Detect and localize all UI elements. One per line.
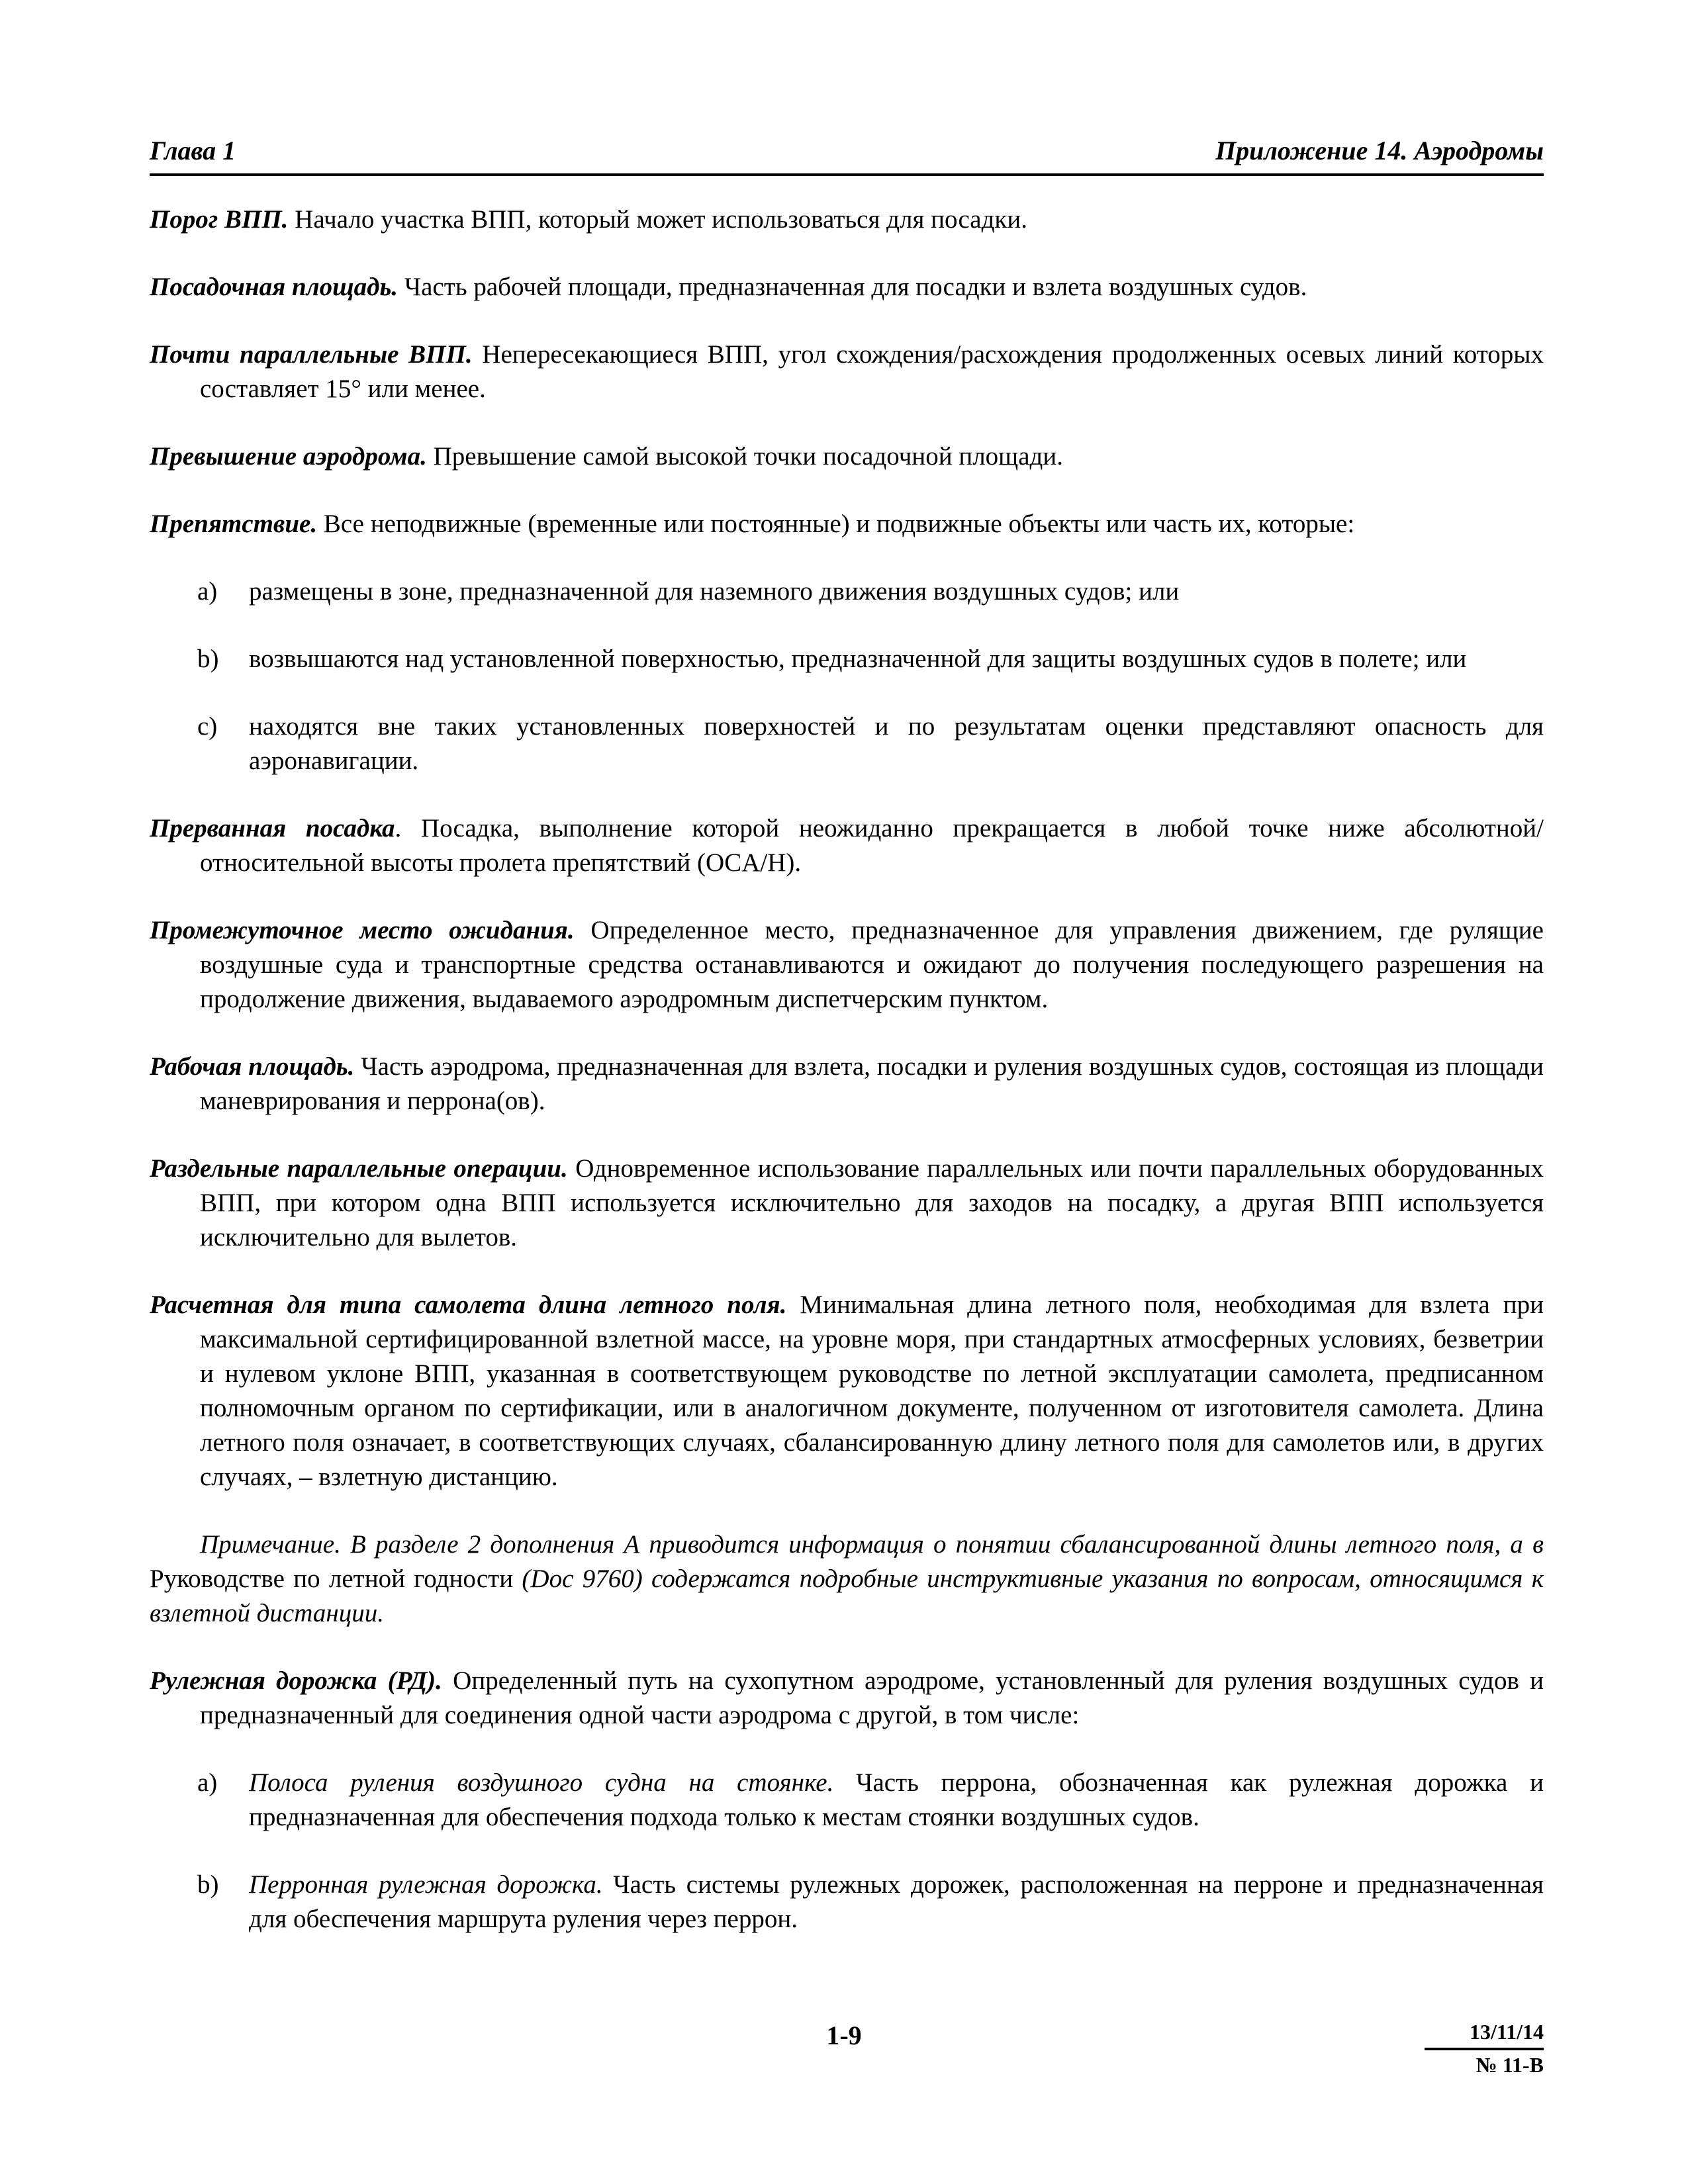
definition-text: Определенный путь на сухопутном аэродроме, установленный для руления воздушных судов и предназначенный для соединения одной части аэродрома с другой, в том числе: <box>200 1666 1544 1729</box>
note-text-end: (Doc 9760) содержатся подробные инструктивные указания по вопросам, относящимся к взлетной дистанции. <box>150 1565 1544 1627</box>
list-item-text: Часть перрона, обозначенная как рулежная дорожка и предназначенная для обеспечения подхода только к местам стоянки воздушных судов. <box>249 1768 1544 1831</box>
definition-term: Рулежная дорожка (РД). <box>150 1666 442 1695</box>
chapter-label: Глава 1 <box>150 136 236 165</box>
annex-title: Приложение 14. Аэродромы <box>1215 136 1544 165</box>
definition-text: Определенное место, предназначенное для управления движением, где рулящие воздушные суда и транспортные средства останавливаются и ожидают до получения последующего разрешения на продолжение движения, выдаваемого аэродромным диспетчерским пунктом. <box>200 916 1544 1013</box>
amendment-number: № 11-В <box>1476 2053 1544 2077</box>
definition-term: Промежуточное место ожидания. <box>150 916 575 944</box>
definition-term: Прерванная посадка <box>150 814 395 842</box>
definition-text: Часть рабочей площади, предназначенная для посадки и взлета воздушных судов. <box>398 273 1307 301</box>
obstacle-list-item <box>150 709 1544 778</box>
list-item-label: b) <box>197 645 219 673</box>
amendment-date: 13/11/14 <box>1469 2020 1544 2044</box>
definition-reference-field-length <box>150 1288 1544 1494</box>
definition-text: Начало участка ВПП, который может использоваться для посадки. <box>288 205 1027 234</box>
definition-obstacle <box>150 507 1544 541</box>
definition-term: Раздельные параллельные операции. <box>150 1154 568 1183</box>
list-item-label: c) <box>197 712 218 741</box>
definition-segregated-parallel-operations <box>150 1152 1544 1255</box>
definition-aerodrome-elevation <box>150 439 1544 474</box>
definition-taxiway <box>150 1664 1544 1733</box>
list-item-text: находятся вне таких установленных поверхностей и по результатам оценки представляют опасность для аэронавигации. <box>249 712 1544 775</box>
list-item-text: возвышаются над установленной поверхностью, предназначенной для защиты воздушных судов в полете; или <box>249 645 1467 673</box>
definition-balked-landing <box>150 811 1544 880</box>
definition-landing-area <box>150 270 1544 304</box>
definition-text: Непересекающиеся ВПП, угол схождения/расхождения продолженных осевых линий которых составляет 15° или менее. <box>200 340 1544 403</box>
page-number: 1-9 <box>826 2021 862 2050</box>
page-header <box>150 132 1544 176</box>
amendment-block <box>1414 2019 1544 2078</box>
definition-movement-area <box>150 1050 1544 1118</box>
definition-term: Посадочная площадь. <box>150 273 399 301</box>
note-manual-title: Руководстве по летной годности <box>150 1565 514 1593</box>
definition-term: Порог ВПП. <box>150 205 289 234</box>
list-item-text: Часть системы рулежных дорожек, расположенная на перроне и предназначенная для обеспечения маршрута руления через перрон. <box>249 1870 1544 1933</box>
definition-text: Все неподвижные (временные или постоянные) и подвижные объекты или часть их, которые: <box>317 510 1355 538</box>
definition-term: Рабочая площадь. <box>150 1052 355 1081</box>
definition-text: Одновременное использование параллельных или почти параллельных оборудованных ВПП, при котором одна ВПП используется исключительно для заходов на посадку, а другая ВПП используется исключительно для вылетов. <box>200 1154 1544 1251</box>
note-paragraph <box>150 1527 1544 1631</box>
definition-term: Препятствие. <box>150 510 318 538</box>
definition-text: Превышение самой высокой точки посадочной площади. <box>426 442 1063 471</box>
list-item-subterm: Перронная рулежная дорожка. <box>249 1870 603 1899</box>
definition-term: Превышение аэродрома. <box>150 442 427 471</box>
list-item-label: a) <box>197 1768 218 1797</box>
obstacle-list-item <box>150 642 1544 676</box>
definition-text: Часть аэродрома, предназначенная для взлета, посадки и руления воздушных судов, состоящая из площади маневрирования и перрона(ов). <box>200 1052 1544 1115</box>
definition-runway-threshold <box>150 203 1544 237</box>
list-item-label: a) <box>197 577 218 606</box>
list-item-subterm: Полоса руления воздушного судна на стоянке. <box>249 1768 834 1797</box>
note-text-start: Примечание. В разделе 2 дополнения А приводится информация о понятии сбалансированной длины летного поля, а в <box>200 1530 1544 1559</box>
definition-intermediate-holding-position <box>150 913 1544 1017</box>
list-item-label: b) <box>197 1870 219 1899</box>
definition-term: Расчетная для типа самолета длина летного поля. <box>150 1291 787 1319</box>
taxiway-list-item <box>150 1766 1544 1835</box>
definition-near-parallel-runways <box>150 338 1544 406</box>
obstacle-list-item <box>150 574 1544 609</box>
page-body <box>150 203 1544 1970</box>
definition-term: Почти параллельные ВПП. <box>150 340 473 369</box>
definition-text: Минимальная длина летного поля, необходимая для взлета при максимальной сертифицированной взлетной массе, на уровне моря, при стандартных атмосферных условиях, безветрии и нулевом уклоне ВПП, указанная в соответствующем руководстве по летной эксплуатации самолета, предписанном полномочным органом по сертификации, или в аналогичном документе, полученном от изготовителя самолета. Длина летного поля означает, в соответствующих случаях, сбалансированную длину летного поля для самолетов или, в других случаях, – взлетную дистанцию. <box>200 1291 1544 1491</box>
taxiway-list-item <box>150 1868 1544 1936</box>
definition-text: . Посадка, выполнение которой неожиданно прекращается в любой точке ниже абсолютной/относительной высоты пролета препятствий (OCA/H). <box>200 814 1544 877</box>
list-item-text: размещены в зоне, предназначенной для наземного движения воздушных судов; или <box>249 577 1180 606</box>
